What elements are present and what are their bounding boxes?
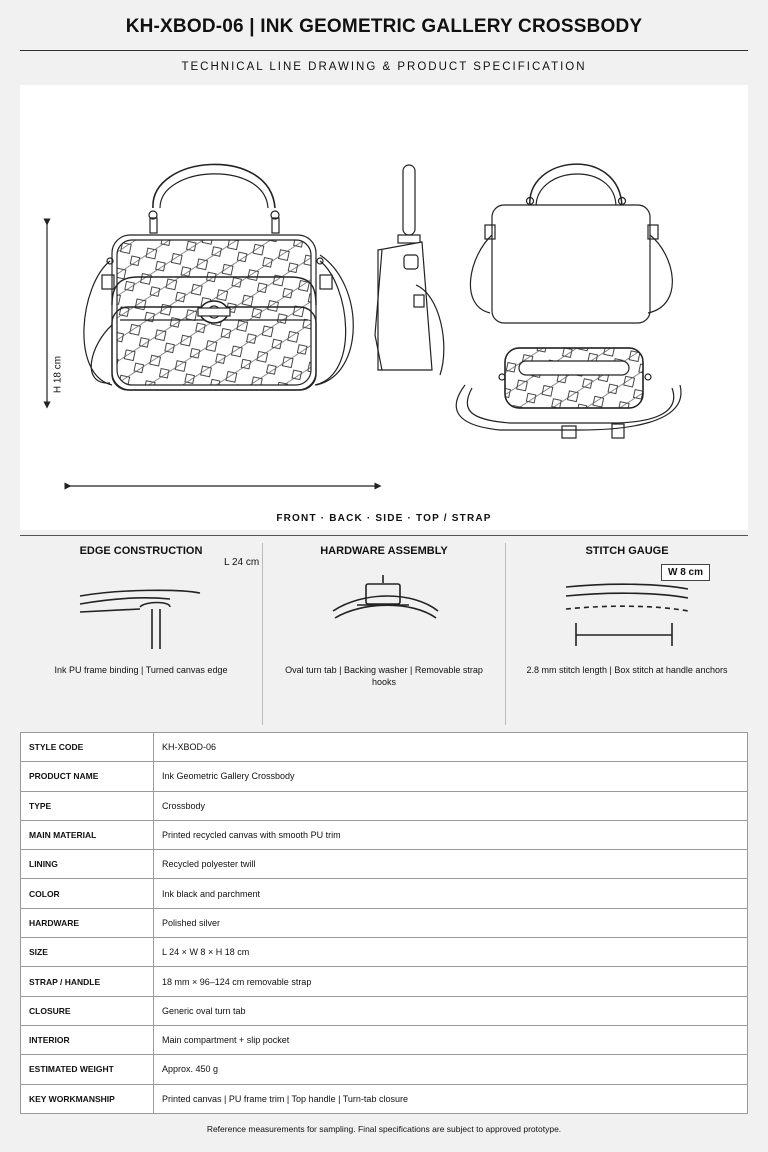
table-row: ESTIMATED WEIGHT Approx. 450 g	[21, 1055, 748, 1084]
table-row: SIZE L 24 × W 8 × H 18 cm	[21, 938, 748, 967]
bag-line-drawing	[20, 85, 748, 530]
hardware-assembly-title: HARDWARE ASSEMBLY	[320, 545, 448, 557]
section-divider	[20, 535, 748, 536]
length-dimension-label: L 24 cm	[224, 557, 260, 568]
table-row: MAIN MATERIAL Printed recycled canvas with smooth PU trim	[21, 820, 748, 849]
stitch-gauge-title: STITCH GAUGE	[585, 545, 669, 557]
hardware-assembly-panel	[263, 543, 505, 727]
page-title: KH-XBOD-06 | INK GEOMETRIC GALLERY CROSSBODY	[125, 16, 643, 37]
table-row: STYLE CODE KH-XBOD-06	[21, 733, 748, 762]
height-dimension-label: H 18 cm	[52, 355, 64, 394]
table-row: CLOSURE Generic oval turn tab	[21, 996, 748, 1025]
table-row: KEY WORKMANSHIP Printed canvas | PU frame trim | Top handle | Turn-tab closure	[21, 1084, 748, 1113]
views-caption: FRONT · BACK · SIDE · TOP / STRAP	[276, 513, 492, 524]
table-row: INTERIOR Main compartment + slip pocket	[21, 1025, 748, 1054]
edge-construction-diagram	[20, 571, 262, 661]
hardware-assembly-diagram	[263, 571, 505, 661]
table-row: PRODUCT NAME Ink Geometric Gallery Crossbody	[21, 762, 748, 791]
stitch-gauge-diagram	[506, 571, 748, 661]
spec-table	[20, 732, 748, 1114]
page-subtitle: TECHNICAL LINE DRAWING & PRODUCT SPECIFICATION	[181, 61, 587, 73]
hardware-assembly-caption: Oval turn tab | Backing washer | Removable strap hooks	[285, 665, 483, 687]
width-dimension-badge: W 8 cm	[661, 564, 710, 581]
footer-note: Reference measurements for sampling. Final specifications are subject to approved prototype.	[206, 1124, 562, 1134]
table-row: HARDWARE Polished silver	[21, 908, 748, 937]
table-row: TYPE Crossbody	[21, 791, 748, 820]
header-divider	[20, 50, 748, 51]
edge-construction-panel	[20, 543, 262, 727]
edge-construction-title: EDGE CONSTRUCTION	[79, 545, 203, 557]
stitch-gauge-panel	[506, 543, 748, 727]
edge-construction-caption: Ink PU frame binding | Turned canvas edge	[54, 665, 228, 675]
table-row: LINING Recycled polyester twill	[21, 850, 748, 879]
table-row: COLOR Ink black and parchment	[21, 879, 748, 908]
table-row: STRAP / HANDLE 18 mm × 96–124 cm removable strap	[21, 967, 748, 996]
stitch-gauge-caption: 2.8 mm stitch length | Box stitch at handle anchors	[526, 665, 728, 675]
